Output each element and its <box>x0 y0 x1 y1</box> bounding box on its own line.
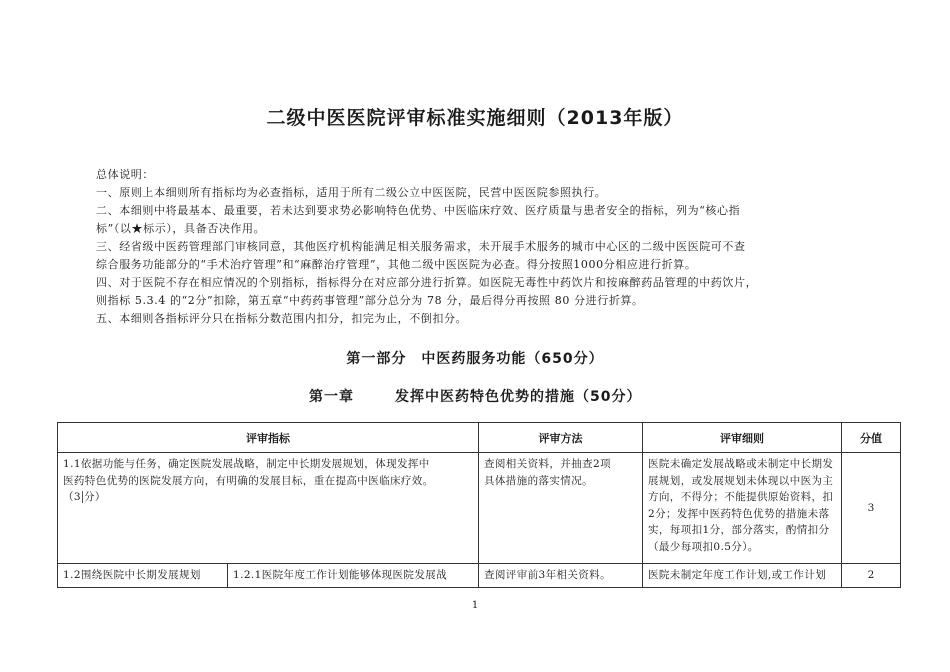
detail-cell <box>643 453 842 564</box>
method-text: 查阅评审前3年相关资料。 <box>484 569 611 581</box>
indicator-text: 医药特色优势的医院发展方向，有明确的发展目标，重在提高中医临床疗效。 <box>63 474 434 487</box>
method-text: 具体措施的落实情况。 <box>484 474 593 487</box>
notes-line: 综合服务功能部分的“手术治疗管理”和“麻醉治疗管理”，其他二级中医医院为必查。得分按照1000分相应进行折算。 <box>96 258 697 271</box>
notes-line: 一、原则上本细则所有指标均为必查指标，适用于所有二级公立中医医院，民营中医医院参照执行。 <box>96 186 607 199</box>
general-notes <box>96 166 868 328</box>
indicator-text: 分） <box>83 491 106 503</box>
method-text: 查阅相关资料，并抽查2项 <box>484 458 611 470</box>
page-number: 1 <box>471 600 479 611</box>
standards-table <box>57 422 901 588</box>
sub-indicator-cell <box>228 564 479 588</box>
detail-text: 医院未制定年度工作计划,或工作计划 <box>648 569 827 581</box>
table-row <box>58 453 901 564</box>
chapter-number: 第一章 <box>309 389 354 405</box>
indicator-cell <box>58 453 479 564</box>
header-detail: 评审细则 <box>643 423 842 453</box>
sub-indicator-text: 1.2.1医院年度工作计划能够体现医院发展战 <box>233 569 448 581</box>
chapter-title: 发挥中医药特色优势的措施（50分） <box>395 389 642 405</box>
method-cell <box>479 453 643 564</box>
table-row <box>58 564 901 588</box>
detail-text: 2分；发挥中医药特色优势的措施未落 <box>648 507 830 520</box>
indicator-text: 1.2围绕医院中长期发展规划 <box>63 569 201 581</box>
detail-text: （最少每项扣0.5分）。 <box>648 540 759 553</box>
header-indicator: 评审指标 <box>58 423 479 453</box>
header-method: 评审方法 <box>479 423 643 453</box>
score-cell: 3 <box>842 453 901 564</box>
notes-line: 标”（以★标示），具备否决作用。 <box>96 222 266 235</box>
table-header-row <box>58 423 901 453</box>
detail-text: 医院未确定发展战略或未制定中长期发 <box>648 458 834 470</box>
detail-text: 展规划，或发展规划未体现以中医为主 <box>648 474 834 487</box>
detail-text: 方向，不得分；不能提供原始资料，扣 <box>648 491 834 503</box>
notes-line: 总体说明： <box>96 168 154 181</box>
indicator-text: 1.1依据功能与任务，确定医院发展战略，制定中长期发展规划，体现发挥中 <box>63 458 430 470</box>
document-title: 二级中医医院评审标准实施细则（2013年版） <box>266 107 684 129</box>
part-heading: 第一部分 中医药服务功能（650分） <box>346 351 604 367</box>
notes-line: 三、经省级中医药管理部门审核同意，其他医疗机构能满足相关服务需求，未开展手术服务的城市中心区的二级中医医院可不查 <box>96 240 746 253</box>
detail-cell <box>643 564 842 588</box>
chapter-heading <box>309 386 641 406</box>
notes-line: 五、本细则各指标评分只在指标分数范围内扣分，扣完为止，不倒扣分。 <box>96 312 468 325</box>
score-cell: 2 <box>842 564 901 588</box>
header-score: 分值 <box>842 423 901 453</box>
cursor-marker <box>82 491 83 503</box>
method-cell <box>479 564 643 588</box>
indicator-cell <box>58 564 228 588</box>
detail-text: 实，每项扣1分，部分落实，酌情扣分 <box>648 524 830 536</box>
notes-line: 二、本细则中将最基本、最重要，若未达到要求势必影响特色优势、中医临床疗效、医疗质量与患者安全的指标，列为“核心指 <box>96 204 741 217</box>
notes-line: 四、对于医院不存在相应情况的个别指标，指标得分在对应部分进行折算。如医院无毒性中药饮片和按麻醉药品管理的中药饮片， <box>96 276 758 289</box>
notes-line: 则指标 5.3.4 的“2分”扣除，第五章“中药药事管理”部分总分为 78 分，最后得分再按照 80 分进行折算。 <box>96 294 644 307</box>
indicator-text: （3 <box>63 491 81 503</box>
